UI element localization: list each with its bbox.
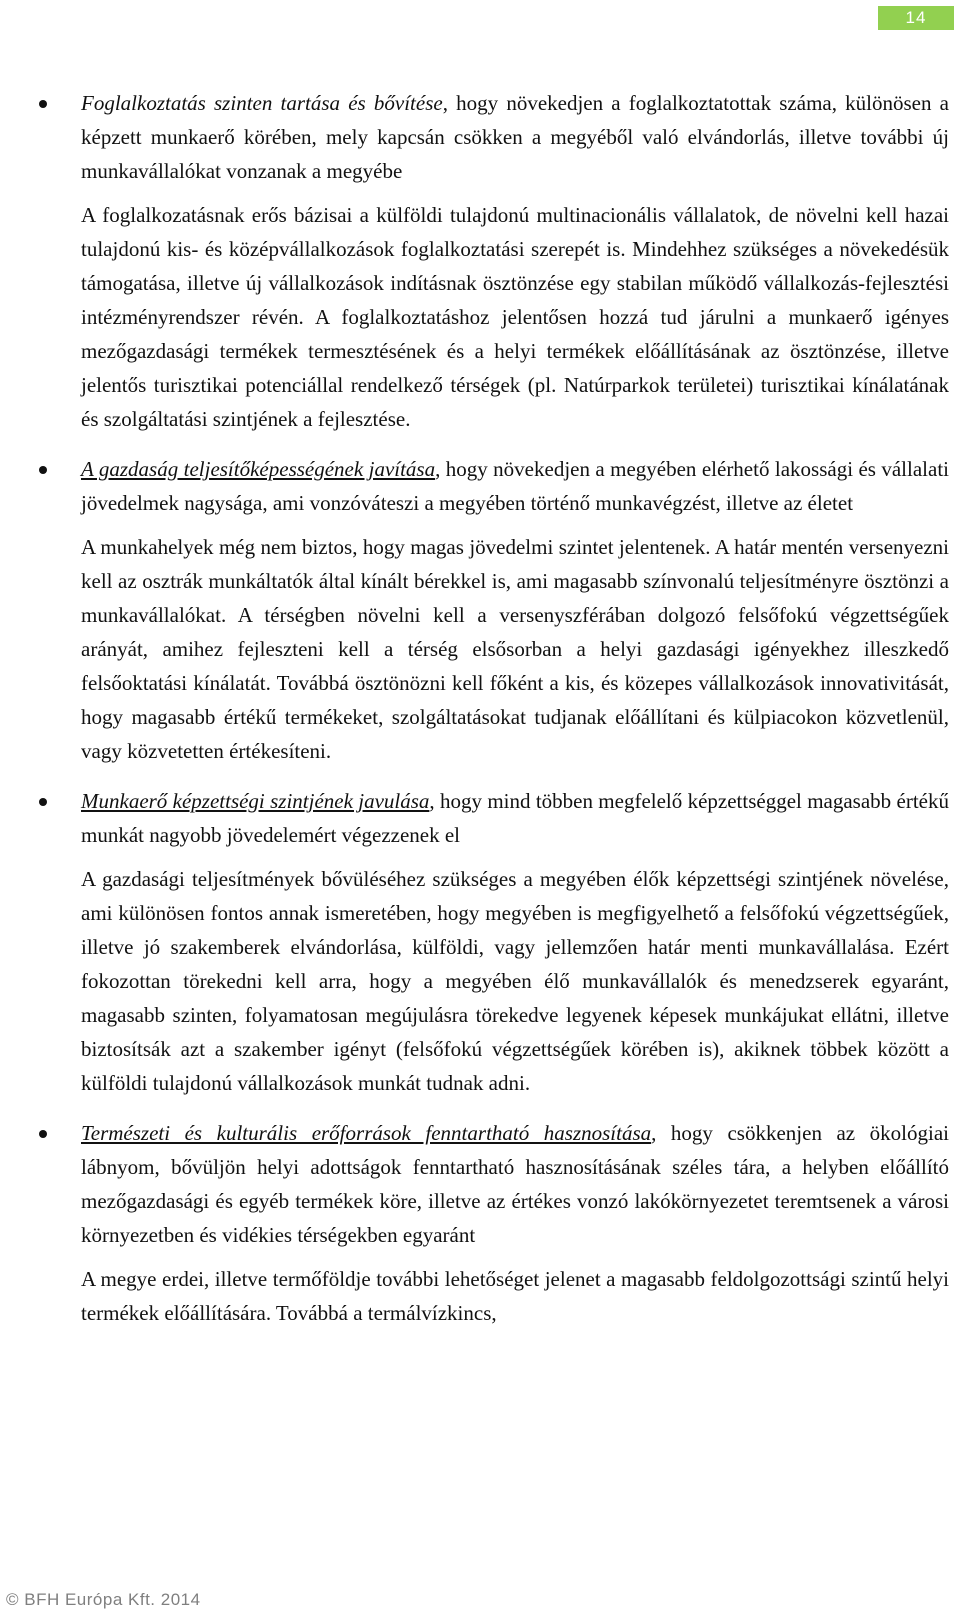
item-heading xyxy=(81,1116,949,1252)
list-item xyxy=(81,1116,949,1330)
bullet-icon xyxy=(39,100,47,108)
item-intro: , hogy csökkenjen az ökológiai lábnyom, bővüljön helyi adottságok fenntartható hasznosításának széles tára, a helyben előállító mezőgazdasági és egyéb termékek köre, illetve az értékes vonzó lakókörnyezetet teremtsenek a városi környezetben és vidékies térségekben egyaránt xyxy=(81,1121,949,1247)
list-item xyxy=(81,784,949,1100)
footer-copyright: © BFH Európa Kft. 2014 xyxy=(6,1590,201,1609)
item-paragraph: A megye erdei, illetve termőföldje további lehetőséget jelenet a magasabb feldolgozottsági szintű helyi termékek előállítására. Továbbá a termálvízkincs, xyxy=(81,1267,949,1325)
item-paragraph: A munkahelyek még nem biztos, hogy magas jövedelmi szintet jelentenek. A határ mentén versenyezni kell az osztrák munkáltatók által kínált bérekkel is, ami magasabb színvonalú teljesítményre ösztönzi a munkavállalókat. A térségben növelni kell a versenyszférában dolgozó felsőfokú végzettségűek arányát, amihez fejleszteni kell a térség elsősorban a helyi gazdasági igényekhez illeszkedő felsőoktatási kínálatát. Továbbá ösztönözni kell főként a kis, és közepes vállalkozások innovativitását, hogy magasabb értékű termékeket, szolgáltatásokat tudjanak előállítani és külpiacokon közvetlenül, vagy közvetetten értékesíteni. xyxy=(81,535,949,763)
bullet-icon xyxy=(39,1130,47,1138)
item-paragraph: A gazdasági teljesítmények bővüléséhez szükséges a megyében élők képzettségi szintjének növelése, ami különösen fontos annak ismeretében, hogy megyében is megfigyelhető a felsőfokú végzettségűek, illetve jó szakemberek elvándorlása, külföldi, vagy jellemzően határ menti munkavállalása. Ezért fokozottan törekedni kell arra, hogy a megyében élő munkavállalók és menedzserek egyaránt, magasabb szinten, folyamatosan megújulásra törekedve legyenek képesek munkájukat ellátni, illetve biztosítsák azt a szakember igényt (felsőfokú végzettségűek körében is), akiknek többek között a külföldi tulajdonú vállalkozások munkát tudnak adni. xyxy=(81,867,949,1095)
page-number: 14 xyxy=(878,6,954,30)
item-title: Természeti és kulturális erőforrások fenntartható hasznosítása xyxy=(81,1121,652,1145)
item-paragraph: A foglalkozatásnak erős bázisai a külföldi tulajdonú multinacionális vállalatok, de növelni kell hazai tulajdonú kis- és középvállalkozások foglalkoztatási szerepét is. Mindehhez szükséges a növekedésük támogatása, illetve új vállalkozások indításnak ösztönzése egy stabilan működő vállalkozás-fejlesztési intézményrendszer révén. A foglalkoztatáshoz jelentősen hozzá tud járulni a munkaerő igényes mezőgazdasági termékek termesztésének és a helyi termékek előállításának az ösztönzése, illetve jelentős turisztikai potenciállal rendelkező térségek (pl. Natúrparkok területei) turisztikai kínálatának és szolgáltatási szintjének a fejlesztése. xyxy=(81,203,949,431)
bullet-icon xyxy=(39,466,47,474)
list-item xyxy=(81,452,949,768)
item-heading xyxy=(81,86,949,188)
item-title: Foglalkoztatás szinten tartása és bővítése xyxy=(81,91,443,115)
list-item xyxy=(81,86,949,436)
document-body xyxy=(81,86,949,1346)
item-intro: , hogy növekedjen a megyében elérhető lakossági és vállalati jövedelmek nagysága, ami vonzóváteszi a megyében történő munkavégzést, illetve az életet xyxy=(81,457,949,515)
item-title: Munkaerő képzettségi szintjének javulása xyxy=(81,789,430,813)
item-heading xyxy=(81,784,949,852)
item-title: A gazdaság teljesítőképességének javítása xyxy=(81,457,436,481)
bullet-icon xyxy=(39,798,47,806)
item-intro: , hogy növekedjen a foglalkoztatottak száma, különösen a képzett munkaerő körében, mely kapcsán csökken a megyéből való elvándorlás, illetve további új munkavállalókat vonzanak a megyébe xyxy=(81,91,949,183)
item-heading xyxy=(81,452,949,520)
item-intro: , hogy mind többen megfelelő képzettséggel magasabb értékű munkát nagyobb jövedelemért végezzenek el xyxy=(81,789,949,847)
